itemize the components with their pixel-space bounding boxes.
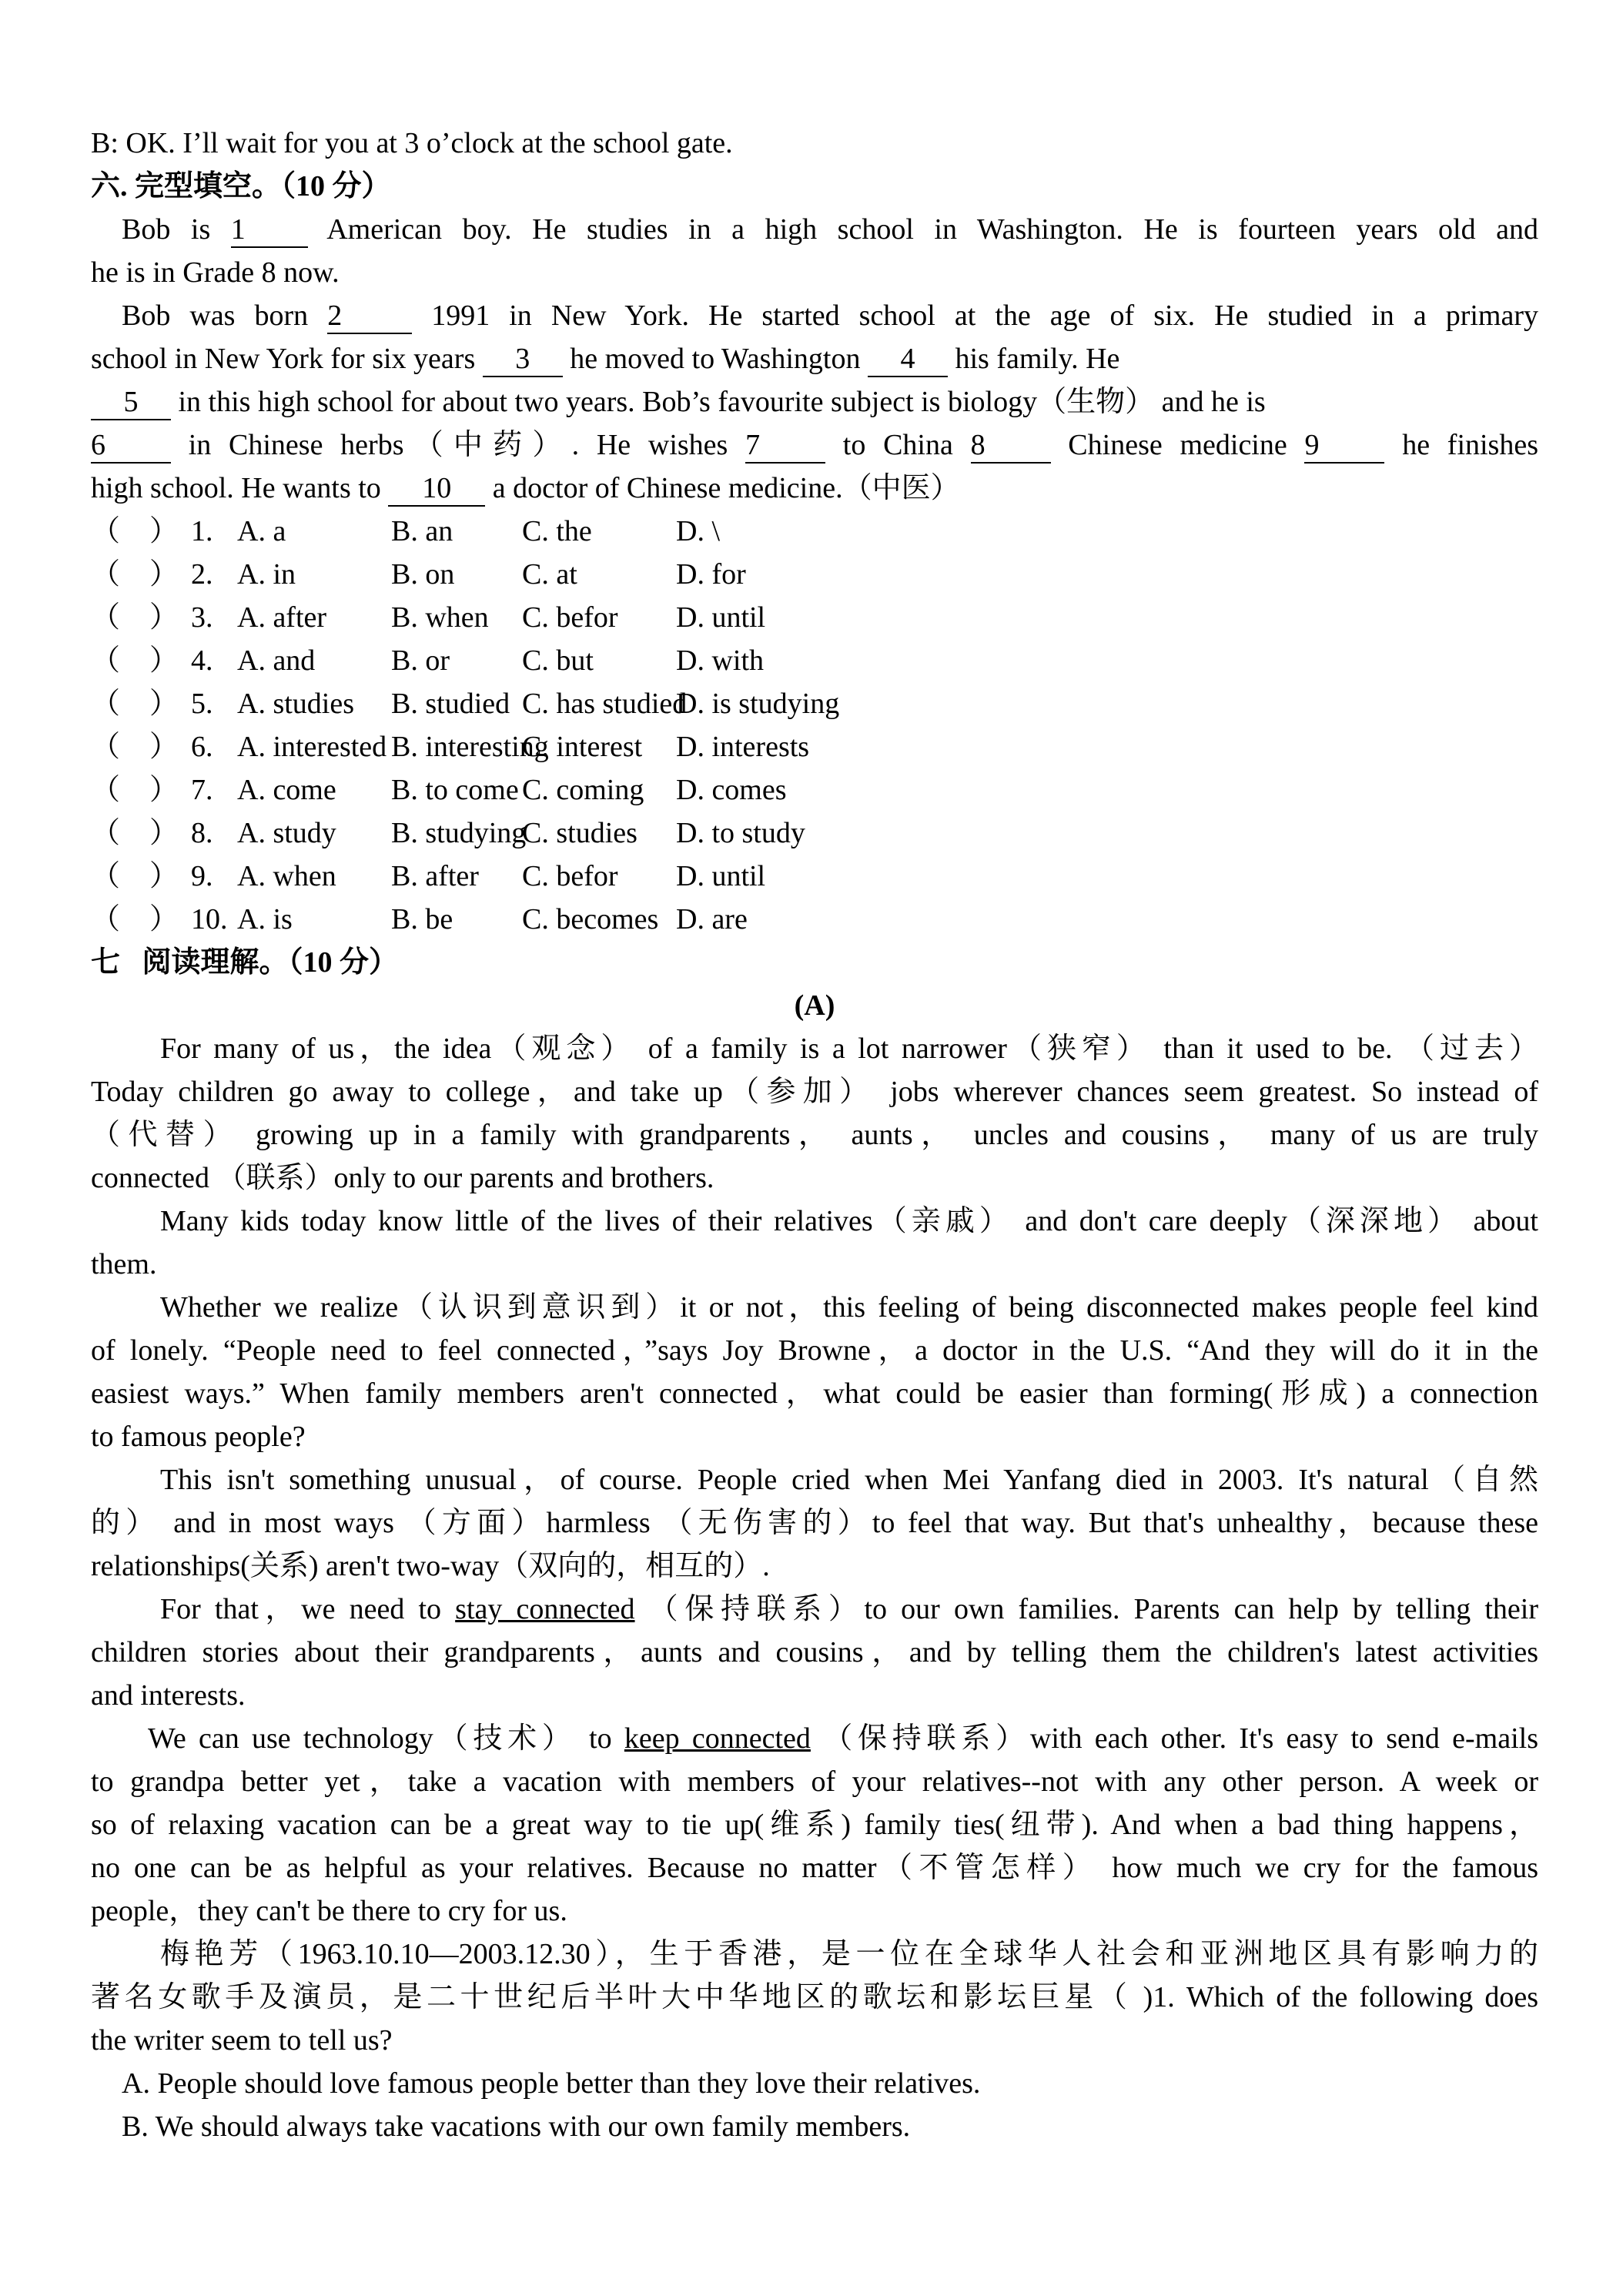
option-a: A. and bbox=[237, 644, 316, 677]
blank-5[interactable]: 5 bbox=[91, 385, 171, 420]
reading-line: Whether we realize（认识到意识到）it or not，this feeling of being disconnected makes people feel kind bbox=[160, 1291, 1538, 1324]
cloze-line-5: 5 in this high school for about two years. Bob’s favourite subject is biology（生物） and he is bbox=[91, 380, 1538, 423]
cloze-line-4: school in New York for six years 3 he moved to Washington 4 his family. He bbox=[91, 337, 1538, 380]
reading-line: of lonely. “People need to feel connected，”says Joy Browne，a doctor in the U.S. “And they will do it in the bbox=[91, 1334, 1538, 1367]
option-a: A. a bbox=[237, 515, 286, 547]
option-d: D. is studying bbox=[676, 688, 840, 720]
reading-line: 著名女歌手及演员，是二十世纪后半叶大中华地区的歌坛和影坛巨星（ )1. Which of the following does bbox=[91, 1981, 1538, 2013]
option-d: D. until bbox=[676, 601, 766, 634]
option-num: 6. bbox=[191, 731, 213, 763]
blank-6[interactable]: 6 bbox=[91, 428, 171, 464]
section6-heading: 六. 完型填空。（10 分） bbox=[91, 170, 391, 202]
blank-9[interactable]: 9 bbox=[1304, 428, 1384, 464]
option-b: B. to come bbox=[391, 774, 519, 806]
section7-heading: 七 阅读理解。（10 分） bbox=[91, 946, 399, 979]
blank-7[interactable]: 7 bbox=[745, 428, 825, 464]
reading-line: the writer seem to tell us? bbox=[91, 2024, 393, 2057]
option-a: A. study bbox=[237, 817, 336, 849]
blank-10[interactable]: 10 bbox=[388, 471, 485, 507]
option-c: C. but bbox=[522, 644, 594, 677]
reading-line: easiest ways.” When family members aren't connected，what could be easier than forming(形成) a connection bbox=[91, 1377, 1538, 1410]
option-c: C. at bbox=[522, 558, 577, 591]
blank-8[interactable]: 8 bbox=[971, 428, 1051, 464]
reading-line: them. bbox=[91, 1248, 157, 1280]
option-a: A. interested bbox=[237, 731, 387, 763]
dialog-line bbox=[91, 122, 1538, 165]
reading-line: For many of us，the idea（观念） of a family is a lot narrower（狭窄） than it used to be. （过去） bbox=[160, 1033, 1538, 1065]
option-d: D. for bbox=[676, 558, 746, 591]
answer-paren[interactable]: （ ） bbox=[91, 774, 179, 806]
option-c: C. coming bbox=[522, 774, 644, 806]
option-c: C. has studied bbox=[522, 688, 688, 720]
cloze-line-1: Bob is 1 American boy. He studies in a high school in Washington. He is fourteen years old and bbox=[91, 208, 1538, 251]
option-num: 2. bbox=[191, 558, 213, 591]
option-a: A. after bbox=[237, 601, 327, 634]
reading-sub-heading: (A) bbox=[794, 989, 835, 1022]
answer-paren[interactable]: （ ） bbox=[91, 731, 179, 763]
reading-line: no one can be as helpful as your relatives. Because no matter（不管怎样） how much we cry for the famous bbox=[91, 1852, 1538, 1884]
section7-heading-block bbox=[91, 941, 1538, 984]
reading-line: people，they can't be there to cry for us. bbox=[91, 1895, 567, 1927]
reading-line: so of relaxing vacation can be a great way to tie up(维系) family ties(纽带). And when a bad thing happens， bbox=[91, 1809, 1538, 1841]
option-b: B. when bbox=[391, 601, 489, 634]
option-row bbox=[91, 768, 1538, 812]
reading-line: Today children go away to college，and take up（参加） jobs wherever chances seem greatest. So instead of bbox=[91, 1076, 1538, 1108]
underlined-phrase: stay connected bbox=[455, 1593, 635, 1625]
blank-3[interactable]: 3 bbox=[483, 342, 563, 377]
option-a: A. come bbox=[237, 774, 336, 806]
answer-paren[interactable]: （ ） bbox=[91, 601, 179, 634]
option-row bbox=[91, 639, 1538, 682]
answer-paren[interactable]: （ ） bbox=[91, 860, 179, 892]
cloze-line-6: 6 in Chinese herbs（中药）. He wishes 7 to China 8 Chinese medicine 9 he finishes bbox=[91, 423, 1538, 467]
reading-line: 的） and in most ways （方面）harmless （无伤害的）to feel that way. But that's unhealthy，because these bbox=[91, 1507, 1538, 1539]
answer-paren[interactable]: （ ） bbox=[91, 515, 179, 547]
option-d: D. to study bbox=[676, 817, 805, 849]
reading-line: relationships(关系) aren't two-way（双向的，相互的）. bbox=[91, 1550, 770, 1582]
option-a: A. studies bbox=[237, 688, 354, 720]
option-b: B. be bbox=[391, 903, 453, 935]
option-row bbox=[91, 682, 1538, 725]
option-a: A. when bbox=[237, 860, 336, 892]
option-a: A. in bbox=[237, 558, 296, 591]
blank-4[interactable]: 4 bbox=[868, 342, 948, 377]
reading-line: connected （联系）only to our parents and brothers. bbox=[91, 1162, 714, 1194]
option-a: A. is bbox=[237, 903, 293, 935]
answer-paren[interactable]: （ ） bbox=[91, 644, 179, 677]
reading-line: 梅艳芳（1963.10.10—2003.12.30），生于香港，是一位在全球华人社会和亚洲地区具有影响力的 bbox=[160, 1938, 1538, 1970]
reading-sub-block bbox=[91, 984, 1538, 1027]
reading-line: We can use technology（技术） to keep connected （保持联系）with each other. It's easy to send e-mails bbox=[148, 1722, 1538, 1755]
option-num: 5. bbox=[191, 688, 213, 720]
option-row bbox=[91, 553, 1538, 596]
option-num: 3. bbox=[191, 601, 213, 634]
option-b: B. studied bbox=[391, 688, 510, 720]
option-d: D. interests bbox=[676, 731, 810, 763]
option-num: 9. bbox=[191, 860, 213, 892]
reading-line: B. We should always take vacations with our own family members. bbox=[122, 2110, 911, 2143]
answer-paren[interactable]: （ ） bbox=[91, 903, 179, 935]
option-row bbox=[91, 855, 1538, 898]
option-d: D. \ bbox=[676, 515, 720, 547]
option-b: B. interesting bbox=[391, 731, 549, 763]
option-num: 10. bbox=[191, 903, 228, 935]
answer-paren[interactable]: （ ） bbox=[91, 558, 179, 591]
reading-line: This isn't something unusual，of course. People cried when Mei Yanfang died in 2003. It's natural（自然 bbox=[160, 1464, 1538, 1496]
cloze-options bbox=[91, 510, 1538, 941]
option-c: C. befor bbox=[522, 601, 618, 634]
blank-1[interactable]: 1 bbox=[231, 213, 308, 248]
cloze-line-7: high school. He wants to 10 a doctor of Chinese medicine.（中医） bbox=[91, 467, 1538, 510]
reading-line: Many kids today know little of the lives of their relatives（亲戚） and don't care deeply（深深地） about bbox=[160, 1205, 1538, 1237]
option-c: C. studies bbox=[522, 817, 637, 849]
option-row bbox=[91, 812, 1538, 855]
blank-2[interactable]: 2 bbox=[327, 299, 412, 334]
option-num: 1. bbox=[191, 515, 213, 547]
option-row bbox=[91, 596, 1538, 639]
option-b: B. studying bbox=[391, 817, 527, 849]
option-c: C. interest bbox=[522, 731, 643, 763]
reading-line: children stories about their grandparents，aunts and cousins，and by telling them the children's latest activities bbox=[91, 1636, 1538, 1668]
answer-paren[interactable]: （ ） bbox=[91, 688, 179, 720]
option-b: B. after bbox=[391, 860, 479, 892]
option-b: B. on bbox=[391, 558, 455, 591]
reading-line: （代替） growing up in a family with grandparents， aunts， uncles and cousins， many of us are truly bbox=[91, 1119, 1538, 1151]
reading-line: to grandpa better yet，take a vacation with members of your relatives--not with any other person. A week or bbox=[91, 1766, 1538, 1798]
option-num: 4. bbox=[191, 644, 213, 677]
option-d: D. until bbox=[676, 860, 766, 892]
option-row bbox=[91, 898, 1538, 941]
cloze-line-3: Bob was born 2 1991 in New York. He started school at the age of six. He studied in a primary bbox=[91, 294, 1538, 337]
section6-heading-block bbox=[91, 165, 1538, 208]
reading-line: to famous people? bbox=[91, 1421, 306, 1453]
answer-paren[interactable]: （ ） bbox=[91, 817, 179, 849]
option-row bbox=[91, 725, 1538, 768]
reading-passage bbox=[91, 1027, 1538, 2148]
option-d: D. are bbox=[676, 903, 748, 935]
option-num: 7. bbox=[191, 774, 213, 806]
option-num: 8. bbox=[191, 817, 213, 849]
option-d: D. with bbox=[676, 644, 764, 677]
option-row bbox=[91, 510, 1538, 553]
reading-line: A. People should love famous people better than they love their relatives. bbox=[122, 2067, 981, 2100]
option-b: B. or bbox=[391, 644, 450, 677]
reading-line: For that，we need to stay connected （保持联系）to our own families. Parents can help by telling their bbox=[160, 1593, 1538, 1625]
option-c: C. befor bbox=[522, 860, 618, 892]
dialog-text: B: OK. I’ll wait for you at 3 o’clock at the school gate. bbox=[91, 127, 733, 159]
option-d: D. comes bbox=[676, 774, 787, 806]
option-c: C. becomes bbox=[522, 903, 659, 935]
option-b: B. an bbox=[391, 515, 453, 547]
option-c: C. the bbox=[522, 515, 592, 547]
reading-line: and interests. bbox=[91, 1679, 246, 1712]
cloze-line-2: he is in Grade 8 now. bbox=[91, 256, 340, 289]
cloze-passage bbox=[91, 208, 1538, 510]
underlined-phrase: keep connected bbox=[624, 1722, 811, 1755]
